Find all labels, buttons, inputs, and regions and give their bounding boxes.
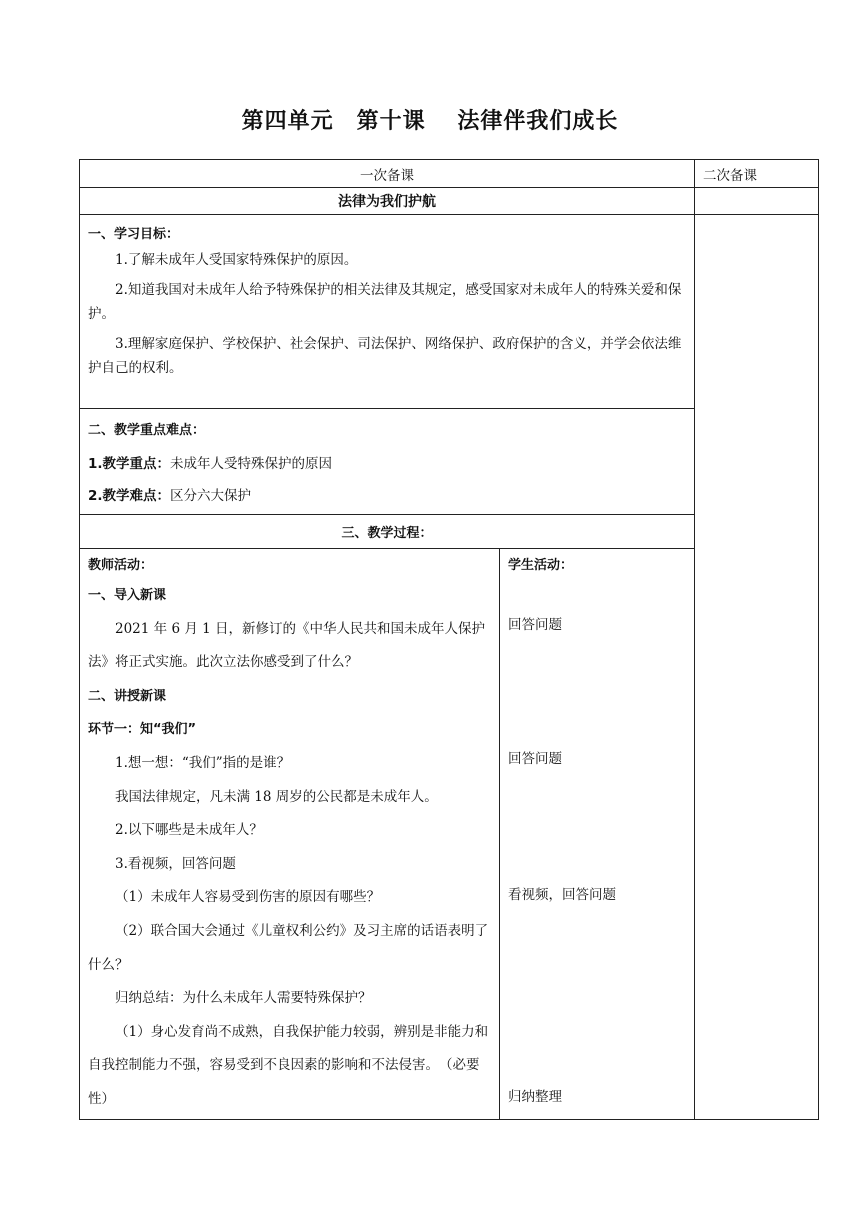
teacher-lines — [88, 579, 491, 1117]
objective-item: 2.知道我国对未成年人给予特殊保护的相关法律及其规定，感受国家对未成年人的特殊关爱和保护。 — [88, 282, 682, 322]
second-prep-column — [695, 215, 819, 1120]
objective-item: 3.理解家庭保护、学校保护、社会保护、司法保护、网络保护、政府保护的含义，并学会依法维护自己的权利。 — [88, 336, 682, 376]
teacher-line: 归纳总结：为什么未成年人需要特殊保护？ — [115, 990, 372, 1007]
student-note: 归纳整理 — [508, 1089, 562, 1105]
teacher-line: （1）未成年人容易受到伤害的原因有哪些？ — [115, 889, 381, 906]
focus-text: 未成年人受特殊保护的原因 — [170, 456, 333, 472]
difficulty-label: 2.教学难点： — [88, 488, 171, 504]
objectives-heading: 一、学习目标： — [88, 227, 180, 242]
student-note: 回答问题 — [508, 751, 562, 767]
difficulty-text: 区分六大保护 — [170, 488, 252, 504]
teacher-activities — [80, 549, 500, 1120]
teacher-section-heading: 一、导入新课 — [88, 588, 167, 603]
page-title: 第四单元 第十课 法律伴我们成长 — [241, 109, 619, 134]
student-note: 看视频，回答问题 — [508, 887, 616, 903]
teacher-line: 3.看视频，回答问题 — [115, 855, 236, 872]
teacher-line: （1）身心发育尚不成熟，自我保护能力较弱，辨别是非能力和自我控制能力不强，容易受到不良因素的影响和不法侵害。 （必要性） — [88, 1023, 489, 1107]
teacher-line: 1.想一想：“我们”指的是谁？ — [115, 754, 291, 771]
key-points-section — [80, 409, 695, 515]
header-first-prep: 一次备课 — [80, 160, 695, 188]
student-activities — [500, 549, 695, 1120]
teacher-section-heading: 二、讲授新课 — [88, 688, 167, 704]
teacher-line: 我国法律规定，凡未满 18 周岁的公民都是未成年人。 — [115, 788, 438, 805]
objectives-section — [80, 215, 695, 409]
focus-line — [88, 452, 686, 476]
teacher-section-heading: 环节一：知“我们” — [88, 722, 197, 738]
objective-item: 1.了解未成年人受国家特殊保护的原因。 — [115, 252, 358, 268]
teacher-line: 2021 年 6 月 1 日，新修订的《中华人民共和国未成年人保护法》将正式实施。此次立法你感受到了什么？ — [88, 620, 485, 671]
teacher-line: （2）联合国大会通过《儿童权利公约》及习主席的话语表明了什么？ — [88, 922, 489, 973]
lesson-title: 法律为我们护航 — [80, 188, 695, 215]
lesson-plan-table — [79, 159, 819, 1120]
teacher-heading: 教师活动： — [88, 558, 154, 573]
focus-label: 1.教学重点： — [88, 456, 171, 472]
teacher-line: 2.以下哪些是未成年人？ — [115, 822, 263, 839]
difficulty-line — [88, 484, 686, 508]
student-heading: 学生活动： — [508, 558, 574, 573]
key-points-heading: 二、教学重点难点： — [88, 423, 206, 438]
student-note: 回答问题 — [508, 617, 562, 633]
second-prep-cell-top — [695, 188, 819, 215]
header-second-prep: 二次备课 — [695, 160, 819, 188]
process-heading: 三、教学过程： — [80, 515, 695, 549]
